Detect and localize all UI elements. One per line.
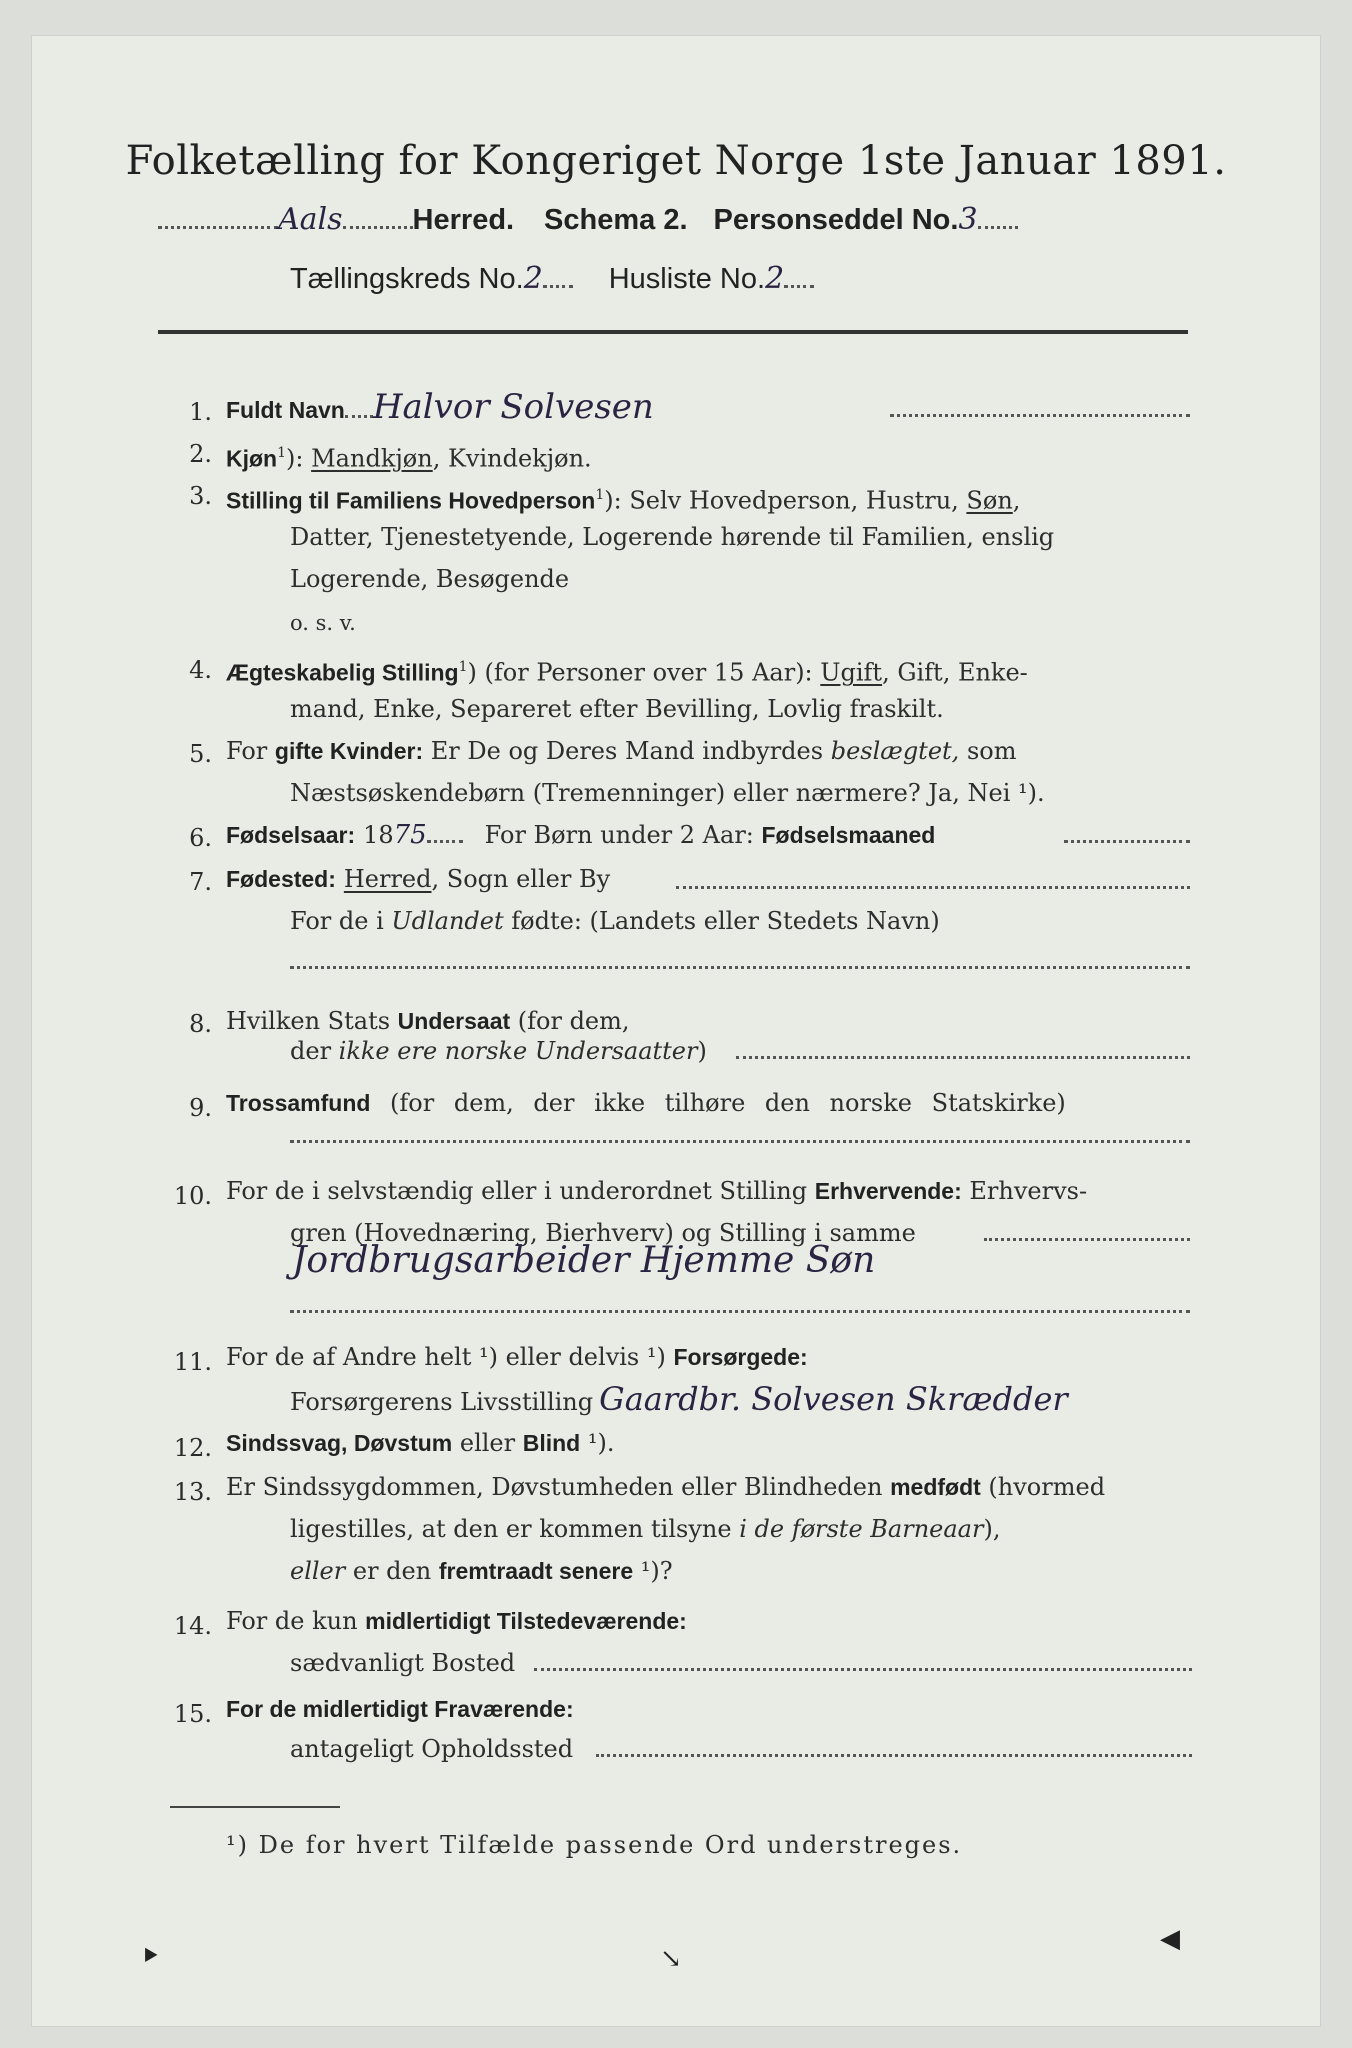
q6-year-value: 75: [393, 820, 427, 850]
scan-mark-center: ↘: [660, 1944, 682, 1974]
q9-label: Trossamfund: [226, 1090, 371, 1116]
q4-number: 4.: [189, 656, 212, 684]
q9-answer-line: [290, 1140, 1190, 1143]
q14-dotted-line: [534, 1668, 1192, 1671]
q13-line1: [226, 1472, 1105, 1502]
q11-label: Forsørgede:: [673, 1344, 808, 1370]
q11-line2-label: Forsørgerens Livsstilling: [290, 1388, 594, 1416]
q12-label: Sindssvag, Døvstum: [226, 1430, 453, 1456]
q13-line3-mid: er den: [345, 1557, 439, 1585]
q6-number: 6.: [189, 824, 212, 852]
scan-mark-right: ◀: [1160, 1924, 1180, 1954]
q9-rest: (for dem, der ikke tilhøre den norske Statskirke): [370, 1089, 1066, 1117]
q6-birth-year: [226, 820, 935, 850]
q13-line1-pre: Er Sindssygdommen, Døvstumheden eller Blindheden: [226, 1473, 891, 1501]
q13-line3: [290, 1556, 673, 1586]
q5-label: gifte Kvinder:: [274, 738, 424, 764]
q15-label: For de midlertidigt Fraværende:: [226, 1696, 574, 1722]
q13-line3-end: ¹)?: [633, 1557, 673, 1585]
q4-label: Ægteskabelig Stilling: [226, 659, 459, 686]
q9-number: 9.: [189, 1094, 212, 1122]
q7-number: 7.: [189, 868, 212, 896]
scan-mark-left: ⯈: [140, 1942, 161, 1972]
q7-line2: [290, 906, 940, 936]
q2-rest: , Kvindekjøn.: [432, 444, 592, 473]
header-rule: [158, 330, 1188, 334]
taellingskreds-label: Tællingskreds No.: [290, 263, 524, 295]
q14-number: 14.: [173, 1612, 212, 1640]
q11-pre: For de af Andre helt ¹) eller delvis ¹): [226, 1343, 674, 1371]
q4-line1-end: , Gift, Enke-: [882, 658, 1028, 687]
q11-line2: [290, 1380, 1068, 1418]
form-title: Folketælling for Kongeriget Norge 1ste Januar 1891.: [125, 138, 1227, 184]
q8-line2-end: ): [697, 1037, 707, 1065]
q15-line2: antageligt Opholdssted: [290, 1735, 574, 1763]
q1-label: Fuldt Navn: [226, 397, 345, 423]
q10-label: Erhvervende:: [814, 1178, 962, 1204]
q10-line1: [226, 1176, 1087, 1206]
q5-line1-text: Er De og Deres Mand indbyrdes: [423, 737, 831, 765]
q7-rest: , Sogn eller By: [431, 865, 611, 893]
q7-selected-option: Herred: [343, 865, 432, 893]
q2-selected-option: Mandkjøn: [311, 444, 433, 473]
herred-value: Aals: [278, 202, 343, 237]
q13-line2-end: ),: [983, 1515, 1001, 1543]
q14-line1: [226, 1606, 687, 1636]
q2-number: 2.: [189, 440, 212, 468]
q14-pre: For de kun: [226, 1607, 366, 1635]
q3-label: Stilling til Familiens Hovedperson: [226, 487, 596, 514]
personseddel-label: Personseddel No.: [713, 204, 959, 236]
q9-line1: [226, 1088, 1066, 1118]
q12-mid: eller: [452, 1429, 523, 1457]
q7-answer-line: [290, 966, 1190, 969]
q3-line1: [226, 480, 1020, 515]
q5-line1-italic: beslægtet,: [830, 737, 960, 765]
q10-pre: For de i selvstændig eller i underordnet Stilling: [226, 1177, 815, 1205]
q5-pre: For: [226, 737, 275, 765]
q7-dotted-line: [676, 886, 1190, 889]
q8-rest: (for dem,: [510, 1007, 630, 1035]
taellingskreds-value: 2: [523, 261, 543, 296]
q3-selected-option: Søn: [966, 486, 1013, 515]
husliste-label: Husliste No.: [608, 263, 766, 295]
q5-line2: Næstsøskendebørn (Tremenninger) eller nærmere? Ja, Nei ¹).: [290, 779, 1045, 807]
q4-sup: 1: [458, 659, 468, 675]
q6-label: Fødselsaar:: [226, 822, 356, 848]
q8-number: 8.: [189, 1010, 212, 1038]
q4-selected-option: Ugift: [820, 658, 883, 687]
footnote-rule: [170, 1806, 340, 1808]
herred-line: [158, 202, 1018, 237]
q8-dotted-line: [736, 1056, 1190, 1059]
q13-line2: [290, 1514, 1000, 1544]
q1-answer: Halvor Solvesen: [372, 387, 654, 427]
q10-rest: Erhvervs-: [961, 1177, 1088, 1205]
q6-dotted-line: [1064, 840, 1190, 843]
q11-line1: [226, 1342, 808, 1372]
q13-number: 13.: [173, 1478, 212, 1506]
taellingskreds-line: [290, 261, 814, 296]
q4-line1-text: ) (for Personer over 15 Aar):: [467, 658, 821, 687]
q1-full-name: [226, 387, 654, 427]
q7-line1: [226, 864, 610, 894]
q7-label: Fødested:: [226, 866, 336, 892]
q3-line1-end: ,: [1012, 486, 1021, 515]
q10-answer-line: [290, 1310, 1190, 1313]
herred-label: Herred.: [412, 204, 515, 236]
q10-answer: Jordbrugsarbeider Hjemme Søn: [292, 1240, 876, 1281]
q1-number: 1.: [189, 398, 212, 426]
q13-line1-bold: medfødt: [890, 1474, 981, 1500]
q12-end: ¹).: [580, 1429, 615, 1457]
q3-sup: 1: [595, 487, 605, 503]
q8-pre: Hvilken Stats: [226, 1007, 398, 1035]
footnote: ¹) De for hvert Tilfælde passende Ord understreges.: [226, 1831, 963, 1859]
q3-line3: Logerende, Besøgende: [290, 565, 570, 593]
q11-answer: Gaardbr. Solvesen Skrædder: [599, 1380, 1068, 1418]
q8-line1: [226, 1006, 630, 1036]
q10-line2: gren (Hovednæring, Bierhverv) og Stilling i samme: [290, 1219, 916, 1247]
q2-label: Kjøn: [226, 445, 278, 472]
q6-label2: Fødselsmaaned: [761, 822, 936, 848]
q2-sep: ):: [286, 444, 312, 473]
q12-label2: Blind: [522, 1430, 581, 1456]
q3-line1-text: ): Selv Hovedperson, Hustru,: [604, 486, 967, 515]
q10-dotted-line: [984, 1238, 1190, 1241]
personseddel-value: 3: [958, 202, 978, 237]
q6-rest: For Børn under 2 Aar:: [484, 821, 762, 849]
q6-year-prefix: 18: [363, 821, 394, 849]
q3-line4: o. s. v.: [290, 611, 356, 635]
q4-line1: [226, 652, 1028, 687]
q13-line2-pre: ligestilles, at den er kommen tilsyne: [290, 1515, 740, 1543]
q13-line1-end: (hvormed: [980, 1473, 1106, 1501]
q11-number: 11.: [173, 1348, 212, 1376]
q3-line2: Datter, Tjenestetyende, Logerende hørende til Familien, enslig: [290, 523, 1055, 551]
q12-number: 12.: [173, 1434, 212, 1462]
q13-line2-italic: i de første Barneaar: [739, 1515, 984, 1543]
q13-line3-bold: fremtraadt senere: [438, 1558, 634, 1584]
q8-line2-pre: der: [290, 1037, 339, 1065]
q2-sup: 1: [277, 445, 287, 461]
q14-line2: sædvanligt Bosted: [290, 1649, 516, 1677]
q12-line1: [226, 1428, 614, 1458]
q7-line2-rest: fødte: (Landets eller Stedets Navn): [503, 907, 940, 935]
q2-sex: [226, 438, 592, 473]
q8-line2: [290, 1036, 707, 1066]
q10-number: 10.: [173, 1182, 212, 1210]
q4-line2: mand, Enke, Separeret efter Bevilling, Lovlig fraskilt.: [290, 695, 944, 723]
q15-number: 15.: [173, 1700, 212, 1728]
q5-line1: [226, 736, 1016, 766]
q13-line3-italic: eller: [290, 1557, 346, 1585]
q15-dotted-line: [596, 1754, 1192, 1757]
q8-line2-italic: ikke ere norske Undersaatter: [338, 1037, 698, 1065]
q5-number: 5.: [189, 740, 212, 768]
q14-label: midlertidigt Tilstedeværende:: [365, 1608, 687, 1634]
q1-dotted-line: [890, 414, 1190, 417]
q5-line1-end: som: [959, 737, 1017, 765]
husliste-value: 2: [765, 261, 785, 296]
q7-line2-italic: Udlandet: [391, 907, 504, 935]
q8-label: Undersaat: [397, 1008, 511, 1034]
q7-line2-pre: For de i: [290, 907, 392, 935]
schema-label: Schema 2.: [544, 204, 688, 236]
q3-number: 3.: [189, 482, 212, 510]
